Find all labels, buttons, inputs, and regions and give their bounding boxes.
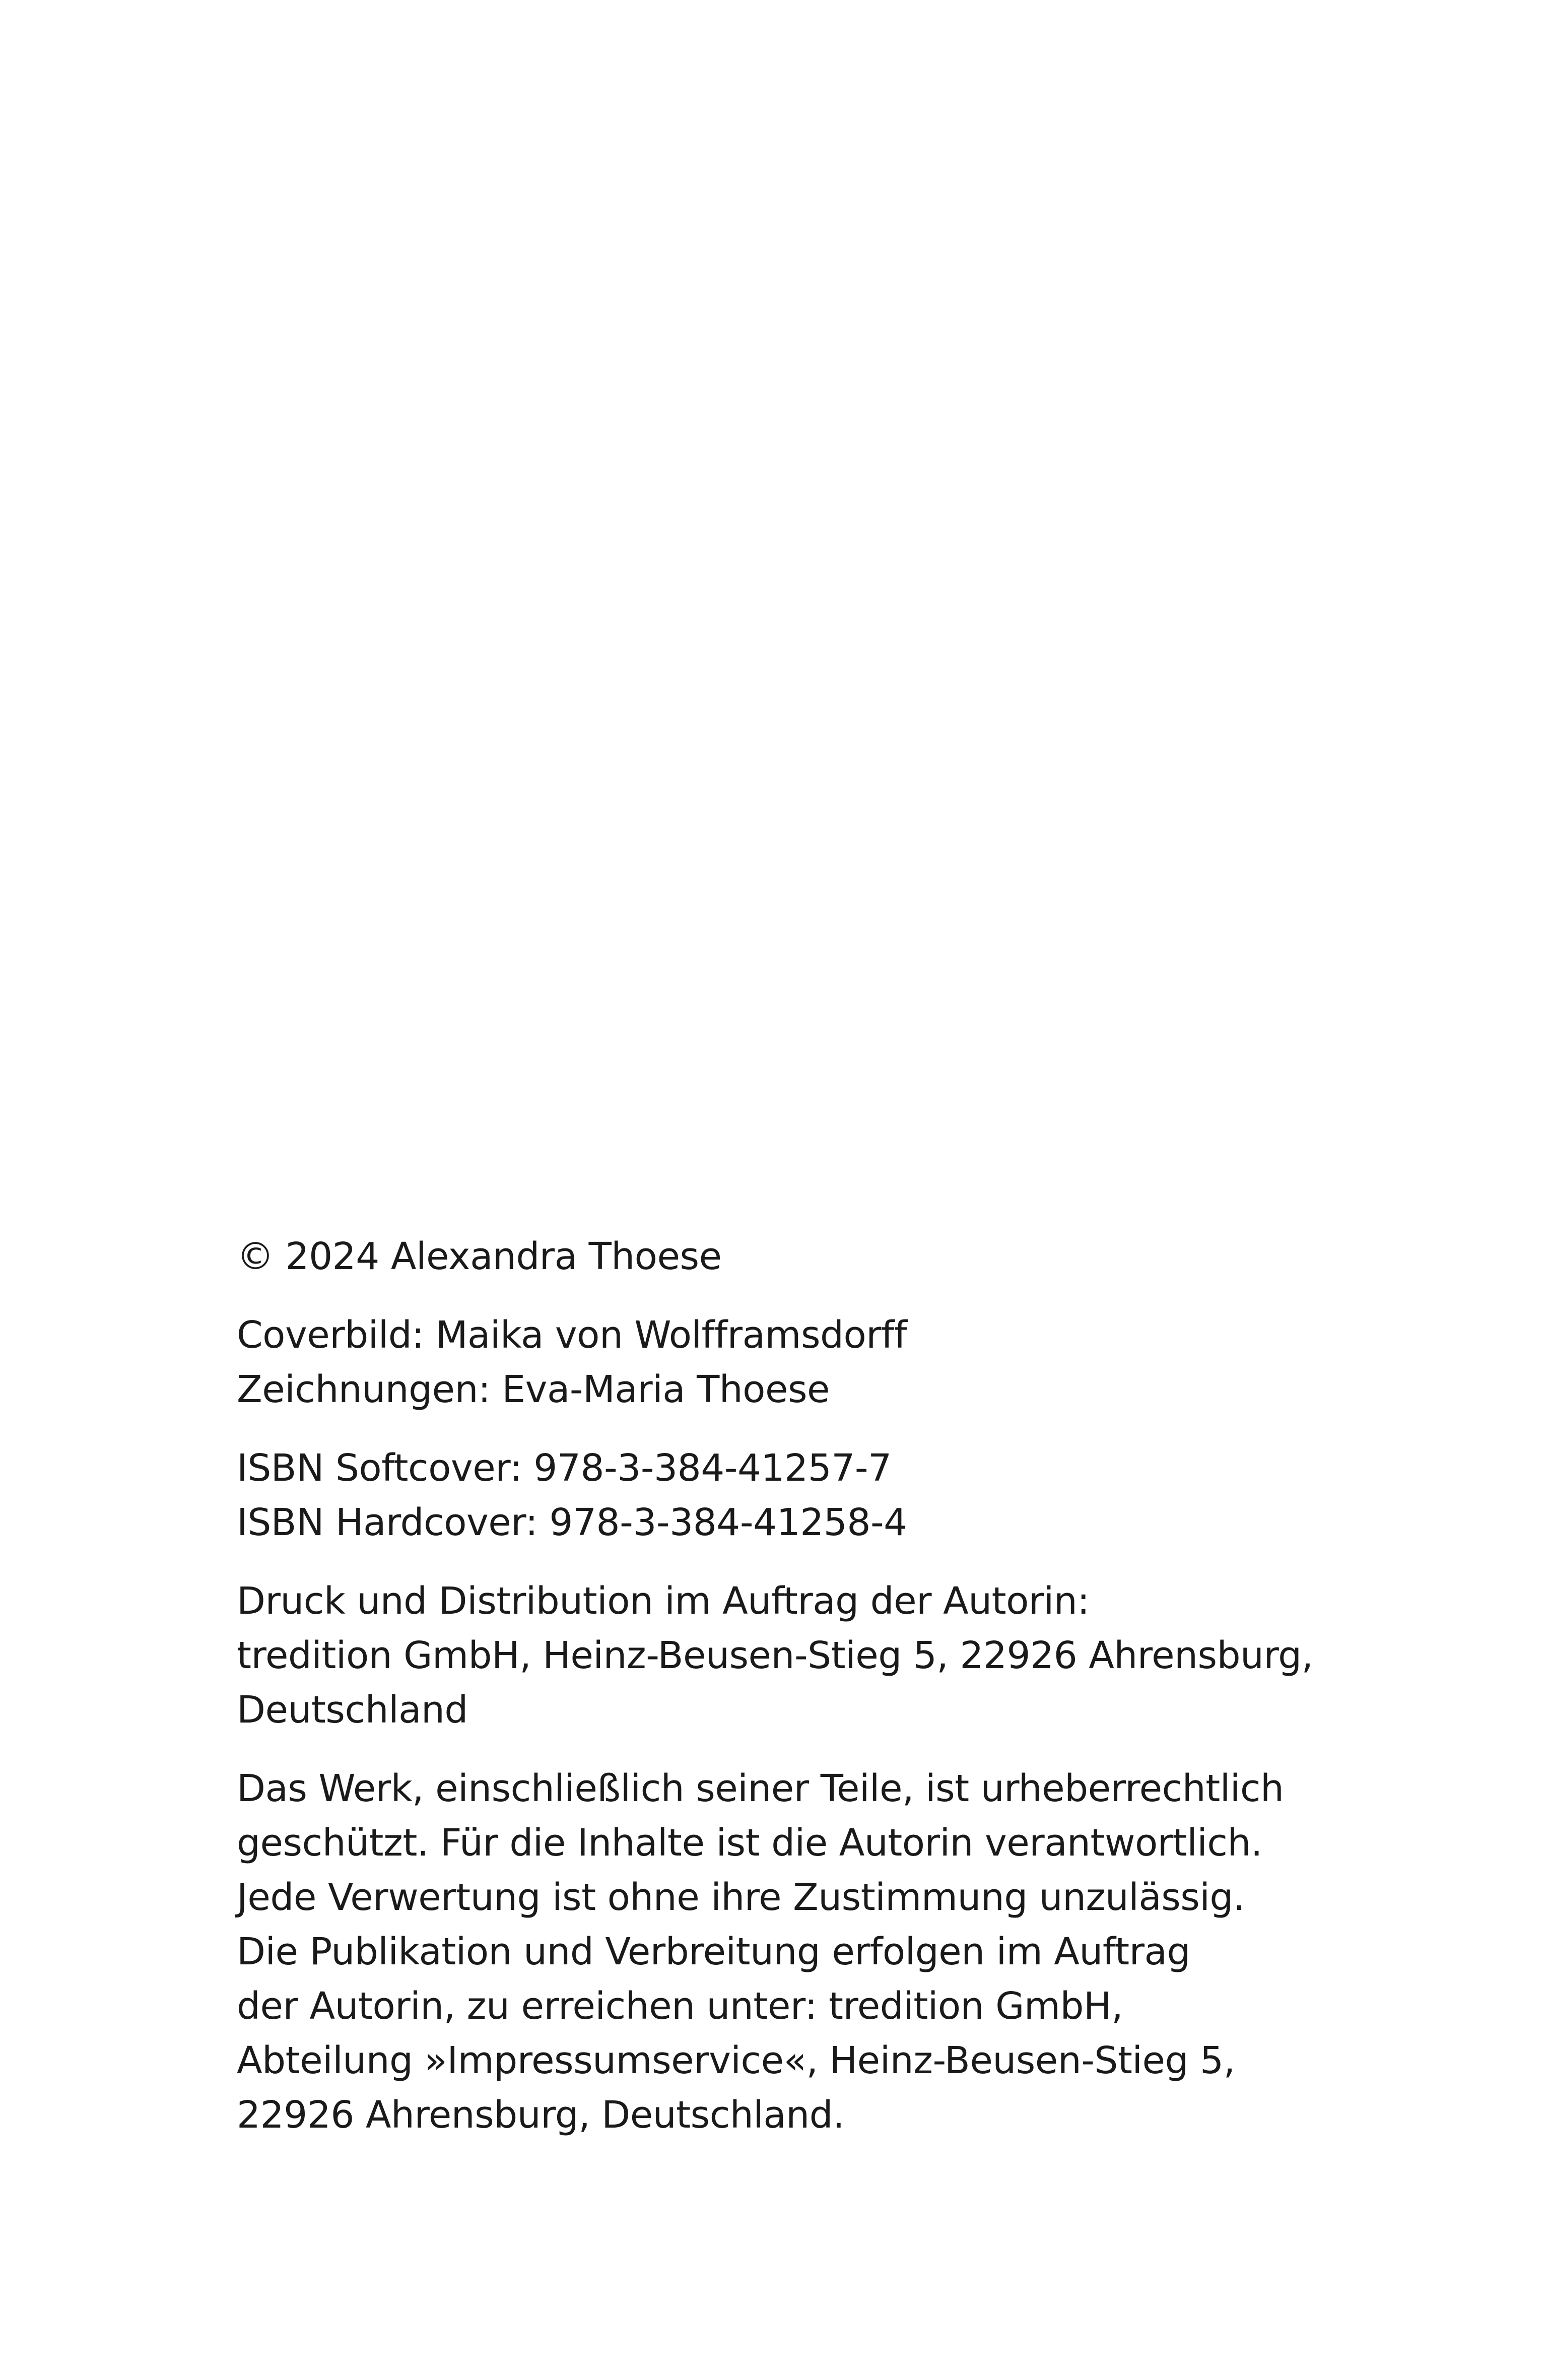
legal-notice-line: Das Werk, einschließlich seiner Teile, ist urheberrechtlich: [237, 1767, 1284, 1810]
isbn-hardcover-line: ISBN Hardcover: 978-3-384-41258-4: [237, 1501, 907, 1544]
legal-notice-line: Abteilung »Impressumservice«, Heinz-Beusen-Stieg 5,: [237, 2039, 1235, 2082]
legal-notice-line: der Autorin, zu erreichen unter: tredition GmbH,: [237, 1985, 1123, 2028]
credits-block: [237, 1308, 1345, 1417]
legal-notice-line: geschützt. Für die Inhalte ist die Autorin verantwortlich.: [237, 1821, 1262, 1865]
legal-notice-line: Die Publikation und Verbreitung erfolgen im Auftrag: [237, 1930, 1190, 1973]
distribution-block: [237, 1574, 1345, 1737]
distribution-line: Druck und Distribution im Auftrag der Autorin:: [237, 1579, 1090, 1623]
distribution-line: tredition GmbH, Heinz-Beusen-Stieg 5, 22926 Ahrensburg,: [237, 1634, 1313, 1677]
legal-notice-block: [237, 1761, 1345, 2142]
imprint-section: [237, 1229, 1345, 2166]
drawings-credit-line: Zeichnungen: Eva-Maria Thoese: [237, 1368, 830, 1411]
copyright-block: [237, 1229, 1345, 1284]
cover-credit-line: Coverbild: Maika von Wolfframsdorff: [237, 1313, 907, 1357]
legal-notice-line: 22926 Ahrensburg, Deutschland.: [237, 2093, 845, 2137]
legal-notice-line: Jede Verwertung ist ohne ihre Zustimmung unzulässig.: [237, 1876, 1245, 1919]
copyright-line: © 2024 Alexandra Thoese: [237, 1235, 722, 1278]
isbn-block: [237, 1441, 1345, 1550]
isbn-softcover-line: ISBN Softcover: 978-3-384-41257-7: [237, 1446, 892, 1490]
distribution-line: Deutschland: [237, 1688, 468, 1732]
